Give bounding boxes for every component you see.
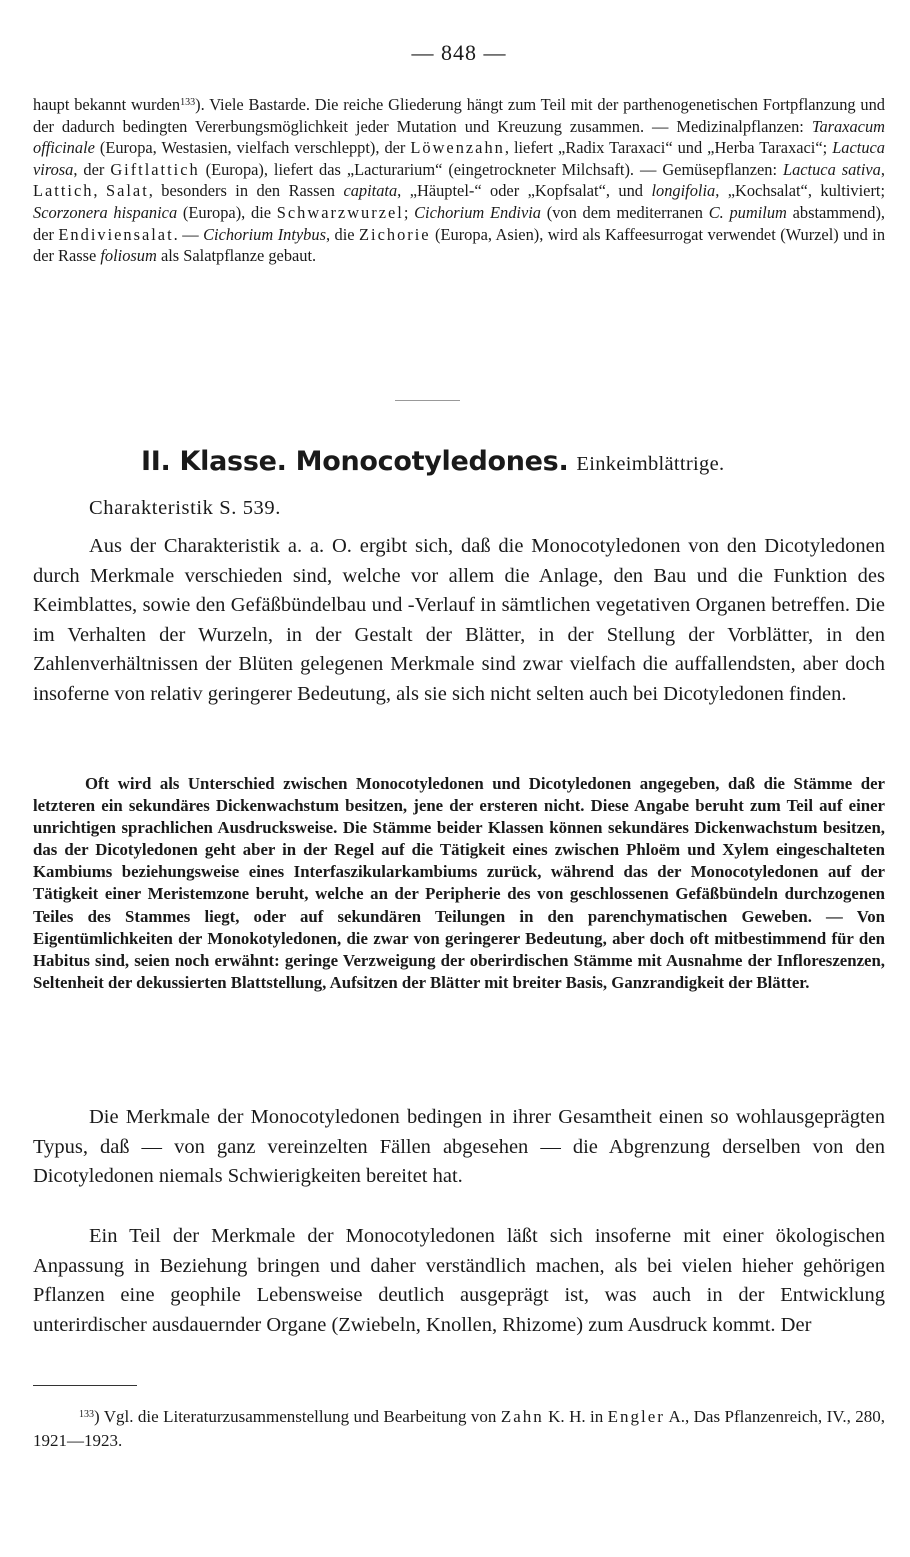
footnote-author: Zahn <box>500 1407 544 1426</box>
text-run: ; <box>403 202 415 222</box>
footnote <box>33 1405 885 1453</box>
text-run: abstammend), der <box>33 202 886 244</box>
taxon-longifolia: longifolia <box>651 181 716 201</box>
taxon-taraxacum: Taraxacum officinale <box>33 116 885 158</box>
taxon-foliosum: foliosum <box>100 246 157 266</box>
text-run: , liefert „Radix Taraxaci“ und „Herba Taraxaci“; <box>504 138 833 158</box>
text-run: , <box>880 159 885 179</box>
text-run: K. H. in <box>543 1407 608 1426</box>
text-run: , <box>93 181 106 201</box>
top-paragraph <box>33 94 885 267</box>
footnote-ref: 133 <box>180 97 196 108</box>
heading-title: II. Klasse. Monocotyledones. <box>141 446 569 477</box>
text-run: ). Viele Bastarde. Die reiche Gliederung hängt zum Teil mit der parthenogenetischen Fortpflanzung und der dadurch bedingten Vererbungsmöglichkeit jeder Mutation und Kreuzung zusammen. — Medizinalpflanzen: <box>33 95 885 136</box>
heading-subtitle: Einkeimblättrige. <box>576 453 725 475</box>
text-run: (von dem mediterranen <box>540 202 709 222</box>
common-name-salat: Salat <box>105 181 149 201</box>
text-run: (Europa, Westasien, vielfach verschleppt), der <box>94 138 411 158</box>
taxon-lactuca-virosa: Lactuca virosa <box>33 138 885 179</box>
text-run: . — <box>173 224 204 244</box>
section-separator <box>395 400 460 401</box>
taxon-cichorium-endivia: Cichorium Endivia <box>414 202 541 222</box>
charakteristik-reference: Charakteristik S. 539. <box>89 497 281 519</box>
page-number: — 848 — <box>411 40 507 65</box>
common-name-zichorie: Zichorie <box>359 224 431 244</box>
section-heading <box>141 446 724 477</box>
text-run: , „Kochsalat“, kultiviert; <box>715 181 886 201</box>
text-run: A., Das Pflanzenreich, IV., 280, 1921—1923. <box>33 1407 885 1450</box>
text-run: (Europa, Asien), wird als Kaffeesurrogat verwendet (Wurzel) und in der Rasse <box>33 224 886 266</box>
text-run: (Europa), die <box>177 202 277 222</box>
note-paragraph: Oft wird als Unterschied zwischen Monocotyledonen und Dicotyledonen angegeben, daß die Stämme der letzteren ein sekundäres Dickenwachstum besitzen, jene der ersteren nicht. Diese Angabe beruht zum Teil auf einer unrichtigen sprachlichen Ausdrucksweise. Die Stämme beider Klassen können sekundäres Dickenwachstum besitzen, das der Dicotyledonen geht aber in der Regel auf die Tätigkeit eines zwischen Phloëm und Xylem eingeschalteten Kambiums beziehungsweise eines Interfaszikularkambiums zurück, während das der Monocotyledonen auf der Tätigkeit einer Meristemzone beruht, welche an der Peripherie des von geschlossenen Gefäßbündeln durchzogenen Teiles des Stammes liegt, oder auf sekundären Teilungen in den parenchymatischen Geweben. — Von Eigentümlichkeiten der Monokotyledonen, die zwar von geringerer Bedeutung, aber doch oft mitbestimmend für den Habitus sind, seien noch erwähnt: geringe Verzweigung der oberirdischen Stämme mit Ausnahme der Infloreszenzen, Seltenheit der dekussierten Blattstellung, Aufsitzen der Blätter mit breiter Basis, Ganzrandigkeit der Blätter. <box>33 774 885 992</box>
taxon-cichorium-intybus: Cichorium Intybus <box>203 224 326 244</box>
paragraph-1: Aus der Charakteristik a. a. O. ergibt sich, daß die Monocotyledonen von den Dicotyledonen durch Merkmale verschieden sind, welche vor allem die Anlage, den Bau und die Funktion des Keimblattes, sowie den Gefäßbündelbau und -Verlauf in sämtlichen vegetativen Organen betreffen. Die im Verhalten der Wurzeln, in der Gestalt der Blätter, in der Stellung der Vorblätter, in den Zahlenverhältnissen der Blüten gelegenen Merkmale sind zwar vielfach die auffallendsten, aber doch insoferne von relativ geringerer Bedeutung, als sie sich nicht selten auch bei Dicotyledonen finden. <box>33 535 885 705</box>
text-run: haupt bekannt wurden <box>33 95 181 114</box>
taxon-c-pumilum: C. pumilum <box>708 202 787 222</box>
common-name-schwarzwurzel: Schwarzwurzel <box>276 202 404 222</box>
taxon-capitata: capitata <box>343 181 398 201</box>
footnote-rule <box>33 1385 137 1386</box>
text-run: (Europa), liefert das „Lacturarium“ (eingetrockneter Milchsaft). — Gemüsepflanzen: <box>199 159 783 179</box>
paragraph-2: Die Merkmale der Monocotyledonen bedingen in ihrer Gesamtheit einen so wohlausgeprägten Typus, daß — von ganz vereinzelten Fällen abgesehen — die Abgrenzung derselben von den Dicotyledonen niemals Schwierigkeiten bereitet hat. <box>33 1106 885 1187</box>
common-name-lattich: Lattich <box>33 181 94 201</box>
text-run: , der <box>73 159 111 179</box>
footnote-marker: 133 <box>79 1409 94 1420</box>
common-name-giftlattich: Giftlattich <box>110 159 200 179</box>
taxon-lactuca-sativa: Lactuca sativa <box>782 159 881 179</box>
text-run: als Salatpflanze gebaut. <box>156 246 317 266</box>
paragraph-3: Ein Teil der Merkmale der Monocotyledonen läßt sich insoferne mit einer ökologischen Anpassung in Beziehung bringen und daher verständlich machen, als bei vielen hieher gehörigen Pflanzen eine geophile Lebensweise deutlich ausgeprägt ist, was auch in der Entwicklung unterirdischer ausdauernder Organe (Zwiebeln, Knollen, Rhizome) zum Ausdruck kommt. Der <box>33 1225 885 1336</box>
text-run: ) Vgl. die Literaturzusammenstellung und Bearbeitung von <box>94 1407 501 1426</box>
footnote-editor: Engler <box>607 1407 665 1426</box>
common-name-loewenzahn: Löwenzahn <box>410 138 505 158</box>
common-name-endiviensalat: Endiviensalat <box>58 224 174 244</box>
taxon-scorzonera: Scorzonera hispanica <box>33 202 178 222</box>
text-run: , besonders in den Rassen <box>148 181 344 201</box>
text-run: , die <box>325 224 360 244</box>
text-run: , „Häuptel-“ oder „Kopfsalat“, und <box>397 181 652 201</box>
